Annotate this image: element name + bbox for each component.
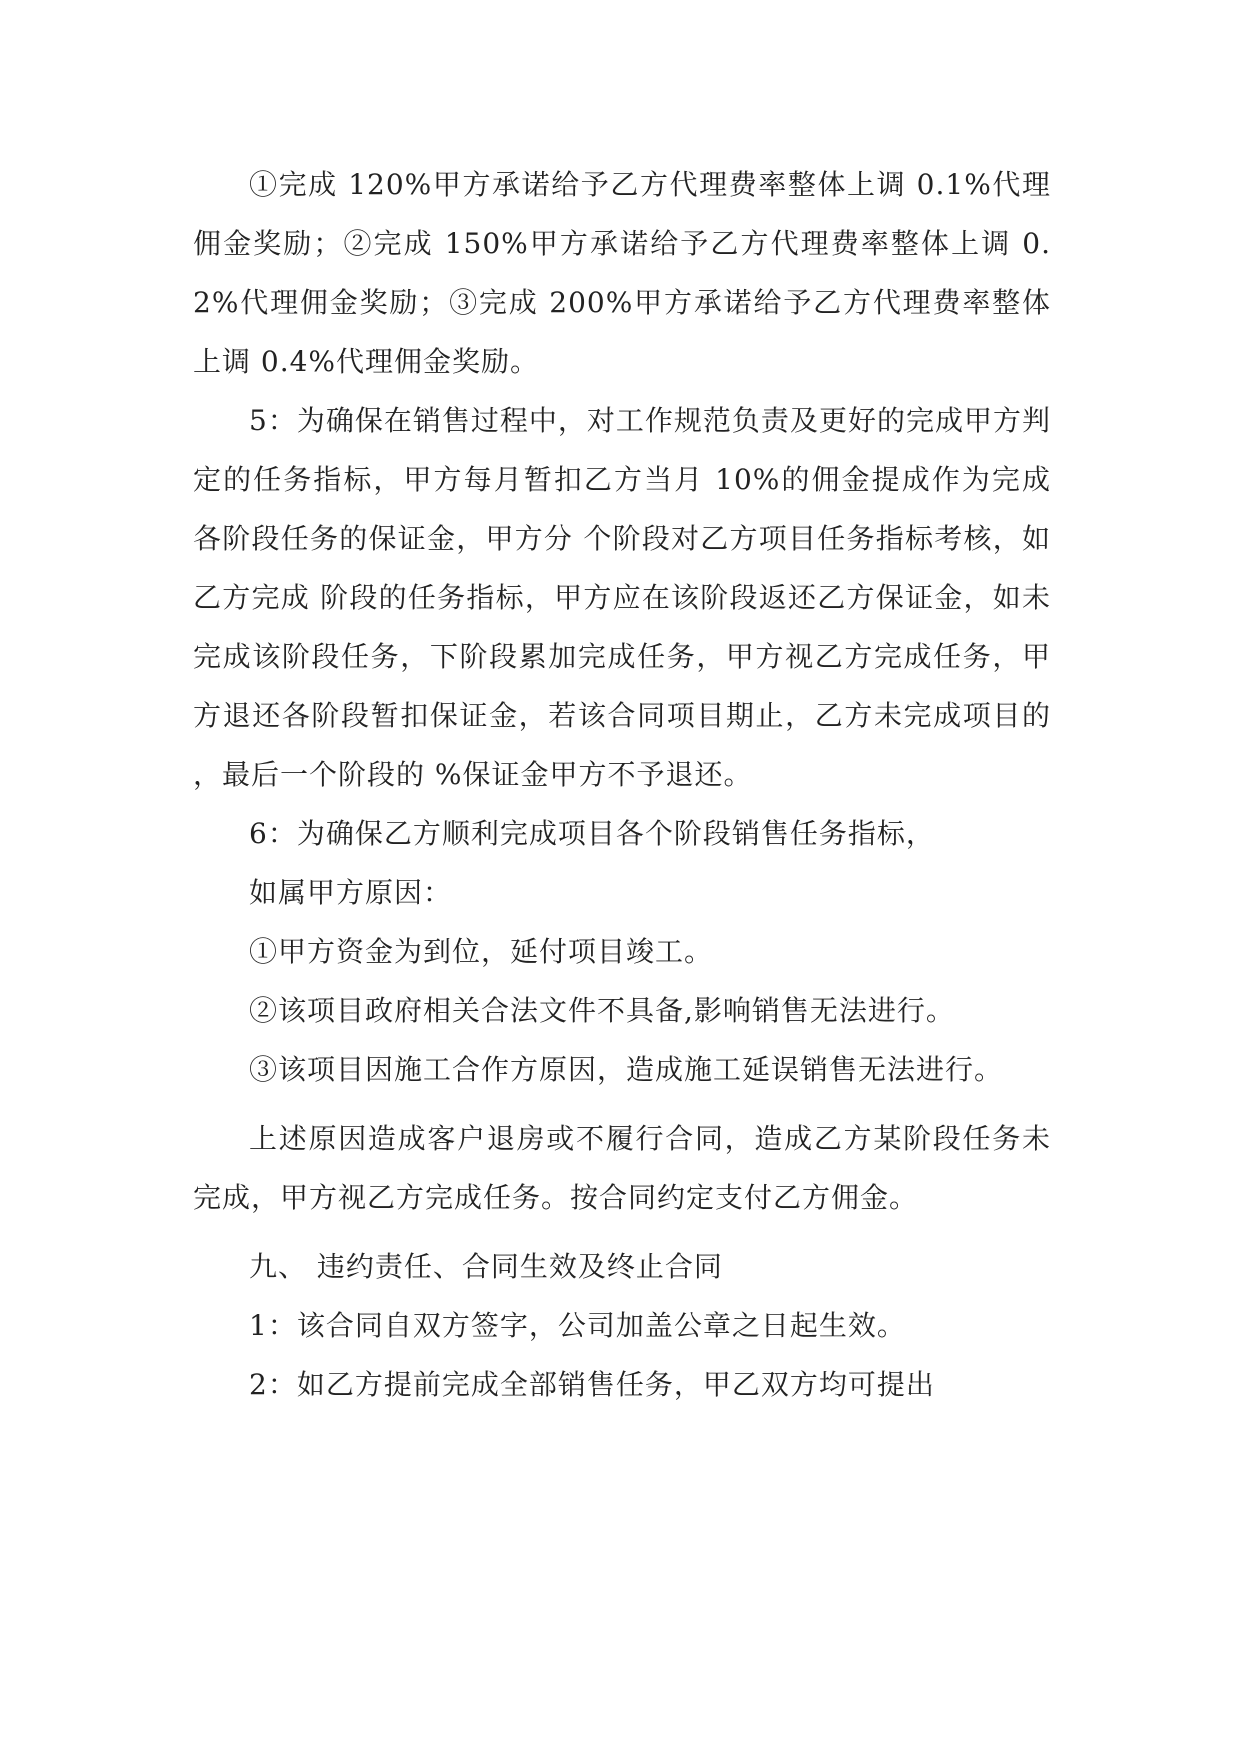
paragraph-gap xyxy=(193,1227,1051,1237)
paragraph-commission-bonus: ①完成 120%甲方承诺给予乙方代理费率整体上调 0.1%代理佣金奖励；②完成 150%甲方承诺给予乙方代理费率整体上调 0.2%代理佣金奖励；③完成 200%甲方承诺给予乙方代理费率整体上调 0.4%代理佣金奖励。 xyxy=(193,168,1051,378)
paragraph-party-a-reasons: 如属甲方原因： xyxy=(249,876,453,909)
paragraph-reason-3: ③该项目因施工合作方原因，造成施工延误销售无法进行。 xyxy=(249,1053,1004,1086)
paragraph-reason-2: ②该项目政府相关合法文件不具备,影响销售无法进行。 xyxy=(249,994,955,1027)
paragraph-clause-9-2: 2：如乙方提前完成全部销售任务，甲乙双方均可提出 xyxy=(249,1368,935,1401)
paragraph-consequence: 上述原因造成客户退房或不履行合同，造成乙方某阶段任务未完成，甲方视乙方完成任务。按合同约定支付乙方佣金。 xyxy=(193,1122,1051,1214)
document-page xyxy=(193,155,1051,1414)
paragraph-gap xyxy=(193,1099,1051,1109)
paragraph-clause-9-1: 1：该合同自双方签字，公司加盖公章之日起生效。 xyxy=(249,1309,906,1342)
section-heading-nine: 九、 违约责任、合同生效及终止合同 xyxy=(249,1250,723,1283)
paragraph-clause-6: 6：为确保乙方顺利完成项目各个阶段销售任务指标， xyxy=(249,817,935,850)
paragraph-clause-5-deposit: 5：为确保在销售过程中，对工作规范负责及更好的完成甲方判定的任务指标，甲方每月暂扣乙方当月 10%的佣金提成作为完成各阶段任务的保证金，甲方分 个阶段对乙方项目任务指标考核，如乙方完成 阶段的任务指标，甲方应在该阶段返还乙方保证金，如未完成该阶段任务，下阶段累加完成任务，甲方视乙方完成任务，甲方退还各阶段暂扣保证金，若该合同项目期止，乙方未完成项目的 ，最后一个阶段的 %保证金甲方不予退还。 xyxy=(193,404,1051,791)
paragraph-reason-1: ①甲方资金为到位，延付项目竣工。 xyxy=(249,935,714,968)
